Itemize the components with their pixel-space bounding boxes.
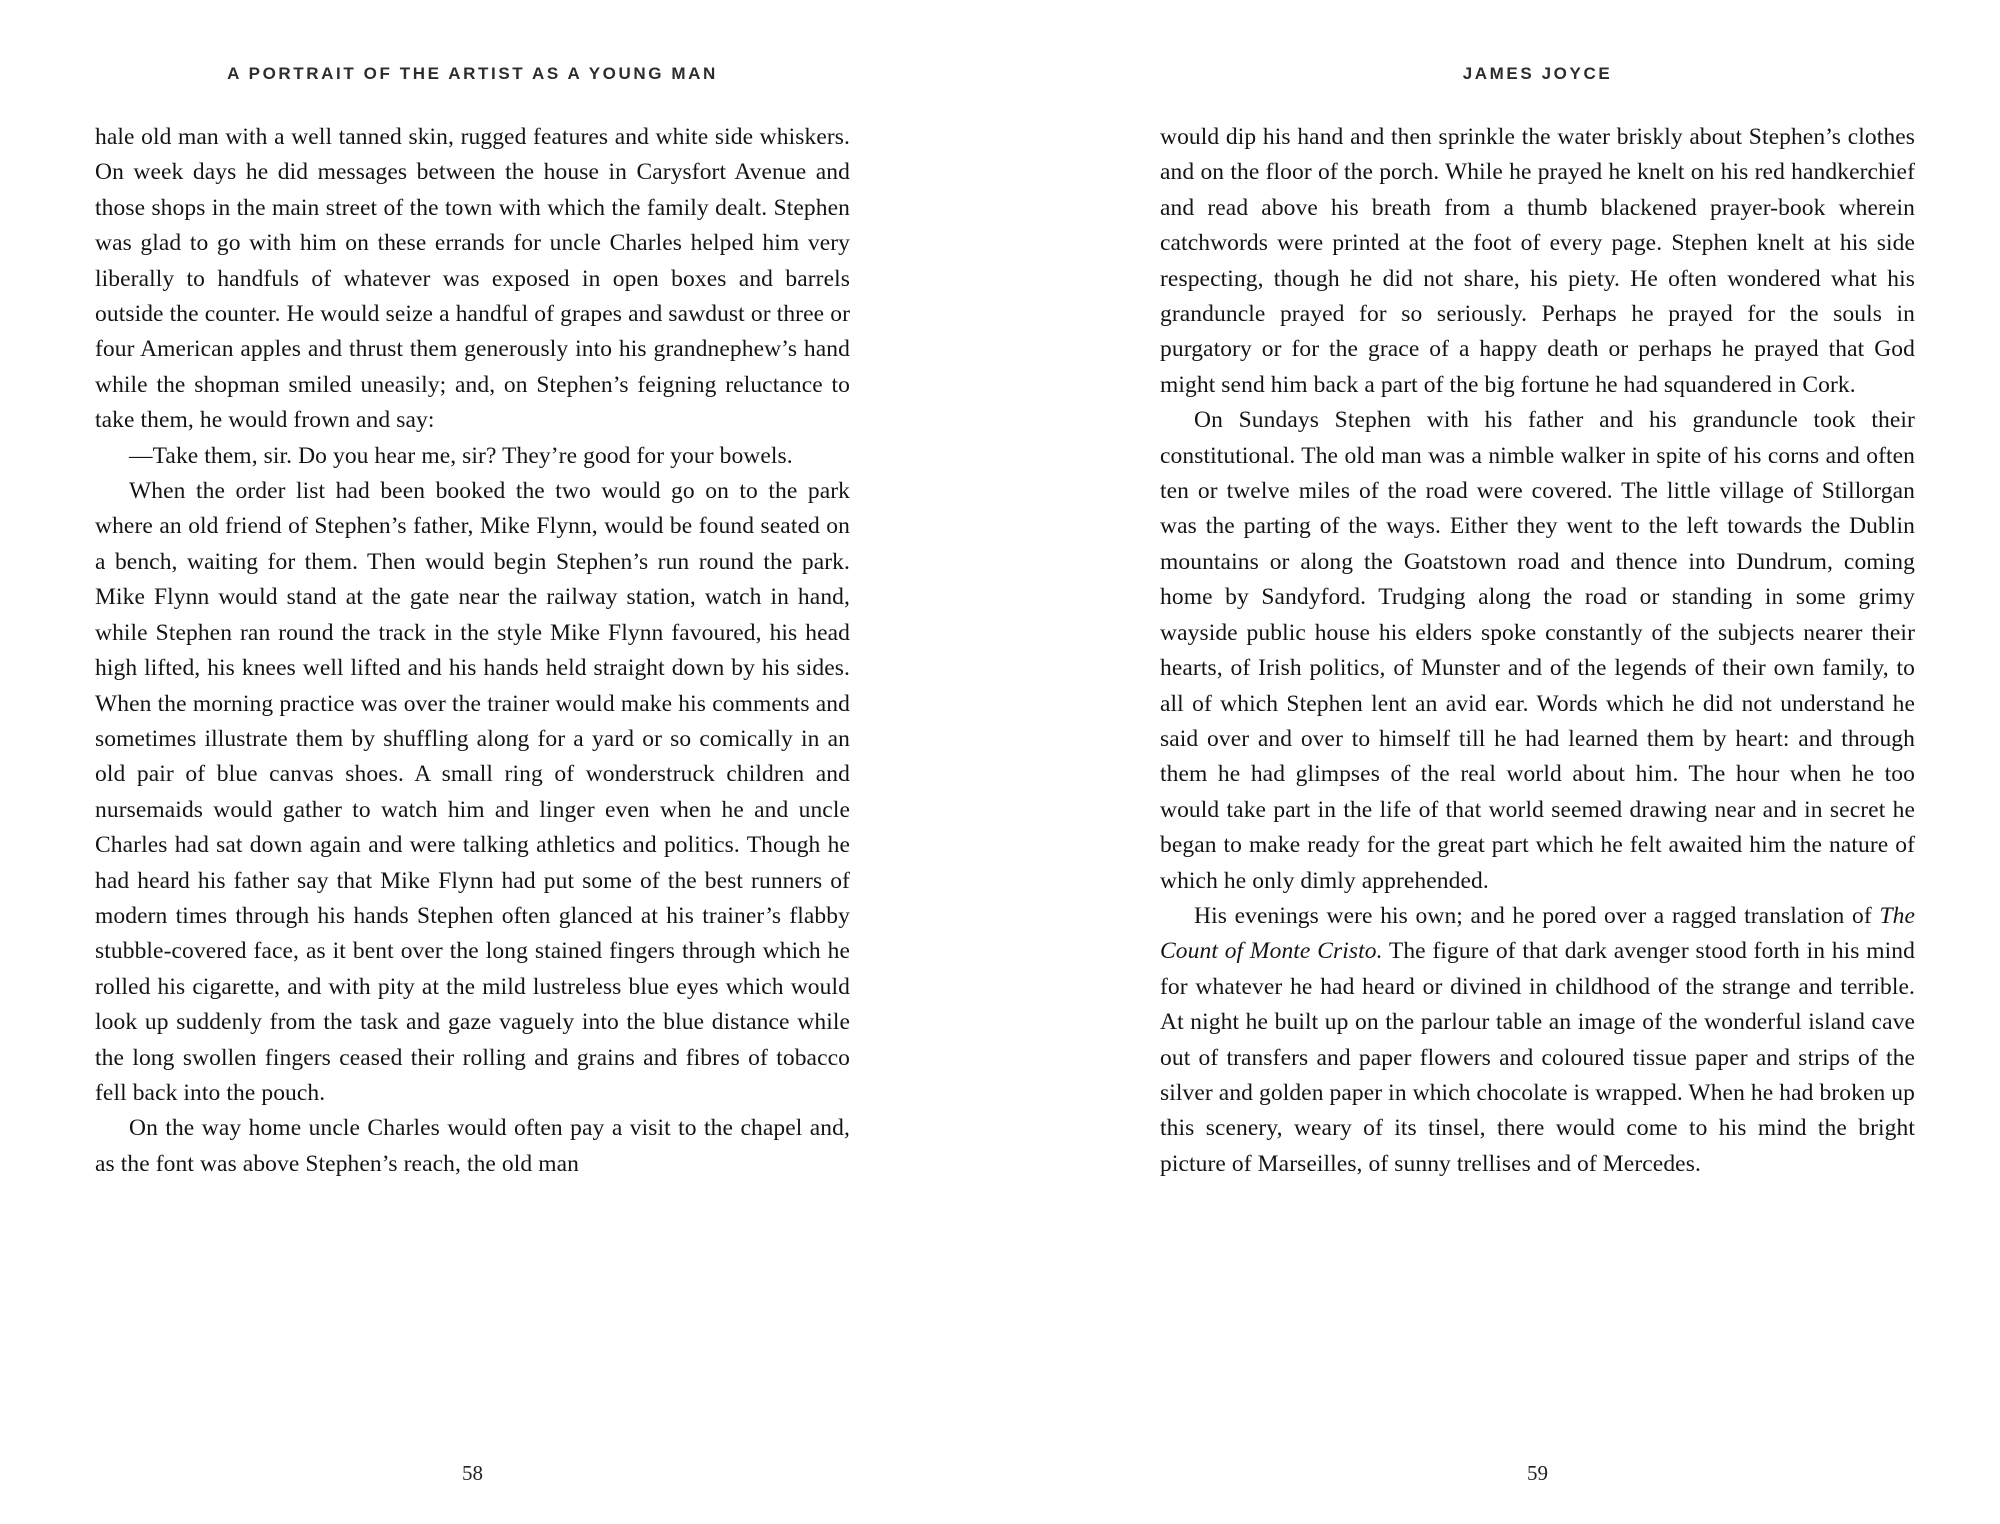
book-title-italic: The Count of Monte Cristo. bbox=[1160, 902, 1915, 965]
paragraph bbox=[95, 474, 850, 1111]
paragraph bbox=[95, 439, 850, 474]
text-segment: His evenings were his own; and he pored over a ragged translation of bbox=[1194, 902, 1880, 929]
paragraph bbox=[1160, 120, 1915, 403]
text-segment: —Take them, sir. Do you hear me, sir? They’re good for your bowels. bbox=[129, 442, 793, 469]
paragraph bbox=[95, 120, 850, 439]
page-text-left bbox=[95, 120, 850, 1182]
page-right bbox=[1000, 0, 2000, 1524]
paragraph bbox=[1160, 899, 1915, 1182]
text-segment: hale old man with a well tanned skin, rugged features and white side whiskers. On week days he did messages between the house in Carysfort Avenue and those shops in the main street of the town with which the family dealt. Stephen was glad to go with him on these errands for uncle Charles helped him very liberally to handfuls of whatever was exposed in open boxes and barrels outside the counter. He would seize a handful of grapes and sawdust or three or four American apples and thrust them generously into his grandnephew’s hand while the shopman smiled uneasily; and, on Stephen’s feigning reluctance to take them, he would frown and say: bbox=[95, 124, 850, 434]
page-number-right: 59 bbox=[1527, 1461, 1548, 1485]
page-text-right bbox=[1160, 120, 1915, 1182]
page-number-left: 58 bbox=[462, 1461, 483, 1485]
text-segment: The figure of that dark avenger stood forth in his mind for whatever he had heard or divined in childhood of the strange and terrible. At night he built up on the parlour table an image of the wonderful island cave out of transfers and paper flowers and coloured tissue paper and strips of the silver and golden paper in which chocolate is wrapped. When he had broken up this scenery, weary of its tinsel, there would come to his mind the bright picture of Marseilles, of sunny trellises and of Mercedes. bbox=[1160, 938, 1916, 1177]
text-segment: On the way home uncle Charles would often pay a visit to the chapel and, as the font was above Stephen’s reach, the old man bbox=[95, 1115, 850, 1177]
paragraph bbox=[95, 1111, 850, 1182]
text-segment: On Sundays Stephen with his father and his granduncle took their constitutional. The old man was a nimble walker in spite of his corns and often ten or twelve miles of the road were covered. The little village of Stillorgan was the parting of the ways. Either they went to the left towards the Dublin mountains or along the Goatstown road and thence into Dundrum, coming home by Sandyford. Trudging along the road or standing in some grimy wayside public house his elders spoke constantly of the subjects nearer their hearts, of Irish politics, of Munster and of the legends of their own family, to all of which Stephen lent an avid ear. Words which he did not understand he said over and over to himself till he had learned them by heart: and through them he had glimpses of the real world about him. The hour when he too would take part in the life of that world seemed drawing near and in secret he began to make ready for the great part which he felt awaited him the nature of which he only dimly apprehended. bbox=[1160, 407, 1915, 894]
paragraph bbox=[1160, 403, 1915, 899]
text-segment: would dip his hand and then sprinkle the water briskly about Stephen’s clothes and on the floor of the porch. While he prayed he knelt on his red handkerchief and read above his breath from a thumb blackened prayer-book wherein catchwords were printed at the foot of every page. Stephen knelt at his side respecting, though he did not share, his piety. He often wondered what his granduncle prayed for so seriously. Perhaps he prayed for the souls in purgatory or for the grace of a happy death or perhaps he prayed that God might send him back a part of the big fortune he had squandered in Cork. bbox=[1160, 124, 1915, 398]
running-header-book-title: A PORTRAIT OF THE ARTIST AS A YOUNG MAN bbox=[227, 64, 718, 83]
text-segment: When the order list had been booked the two would go on to the park where an old friend of Stephen’s father, Mike Flynn, would be found seated on a bench, waiting for them. Then would begin Stephen’s run round the park. Mike Flynn would stand at the gate near the railway station, watch in hand, while Stephen ran round the track in the style Mike Flynn favoured, his head high lifted, his knees well lifted and his hands held straight down by his sides. When the morning practice was over the trainer would make his comments and sometimes illustrate them by shuffling along for a yard or so comically in an old pair of blue canvas shoes. A small ring of wonderstruck children and nursemaids would gather to watch him and linger even when he and uncle Charles had sat down again and were talking athletics and politics. Though he had heard his father say that Mike Flynn had put some of the best runners of modern times through his hands Stephen often glanced at his trainer’s flabby stubble-covered face, as it bent over the long stained fingers through which he rolled his cigarette, and with pity at the mild lustreless blue eyes which would look up suddenly from the task and gaze vaguely into the blue distance while the long swollen fingers ceased their rolling and grains and fibres of tobacco fell back into the pouch. bbox=[95, 478, 850, 1106]
running-header-author: JAMES JOYCE bbox=[1462, 64, 1613, 83]
